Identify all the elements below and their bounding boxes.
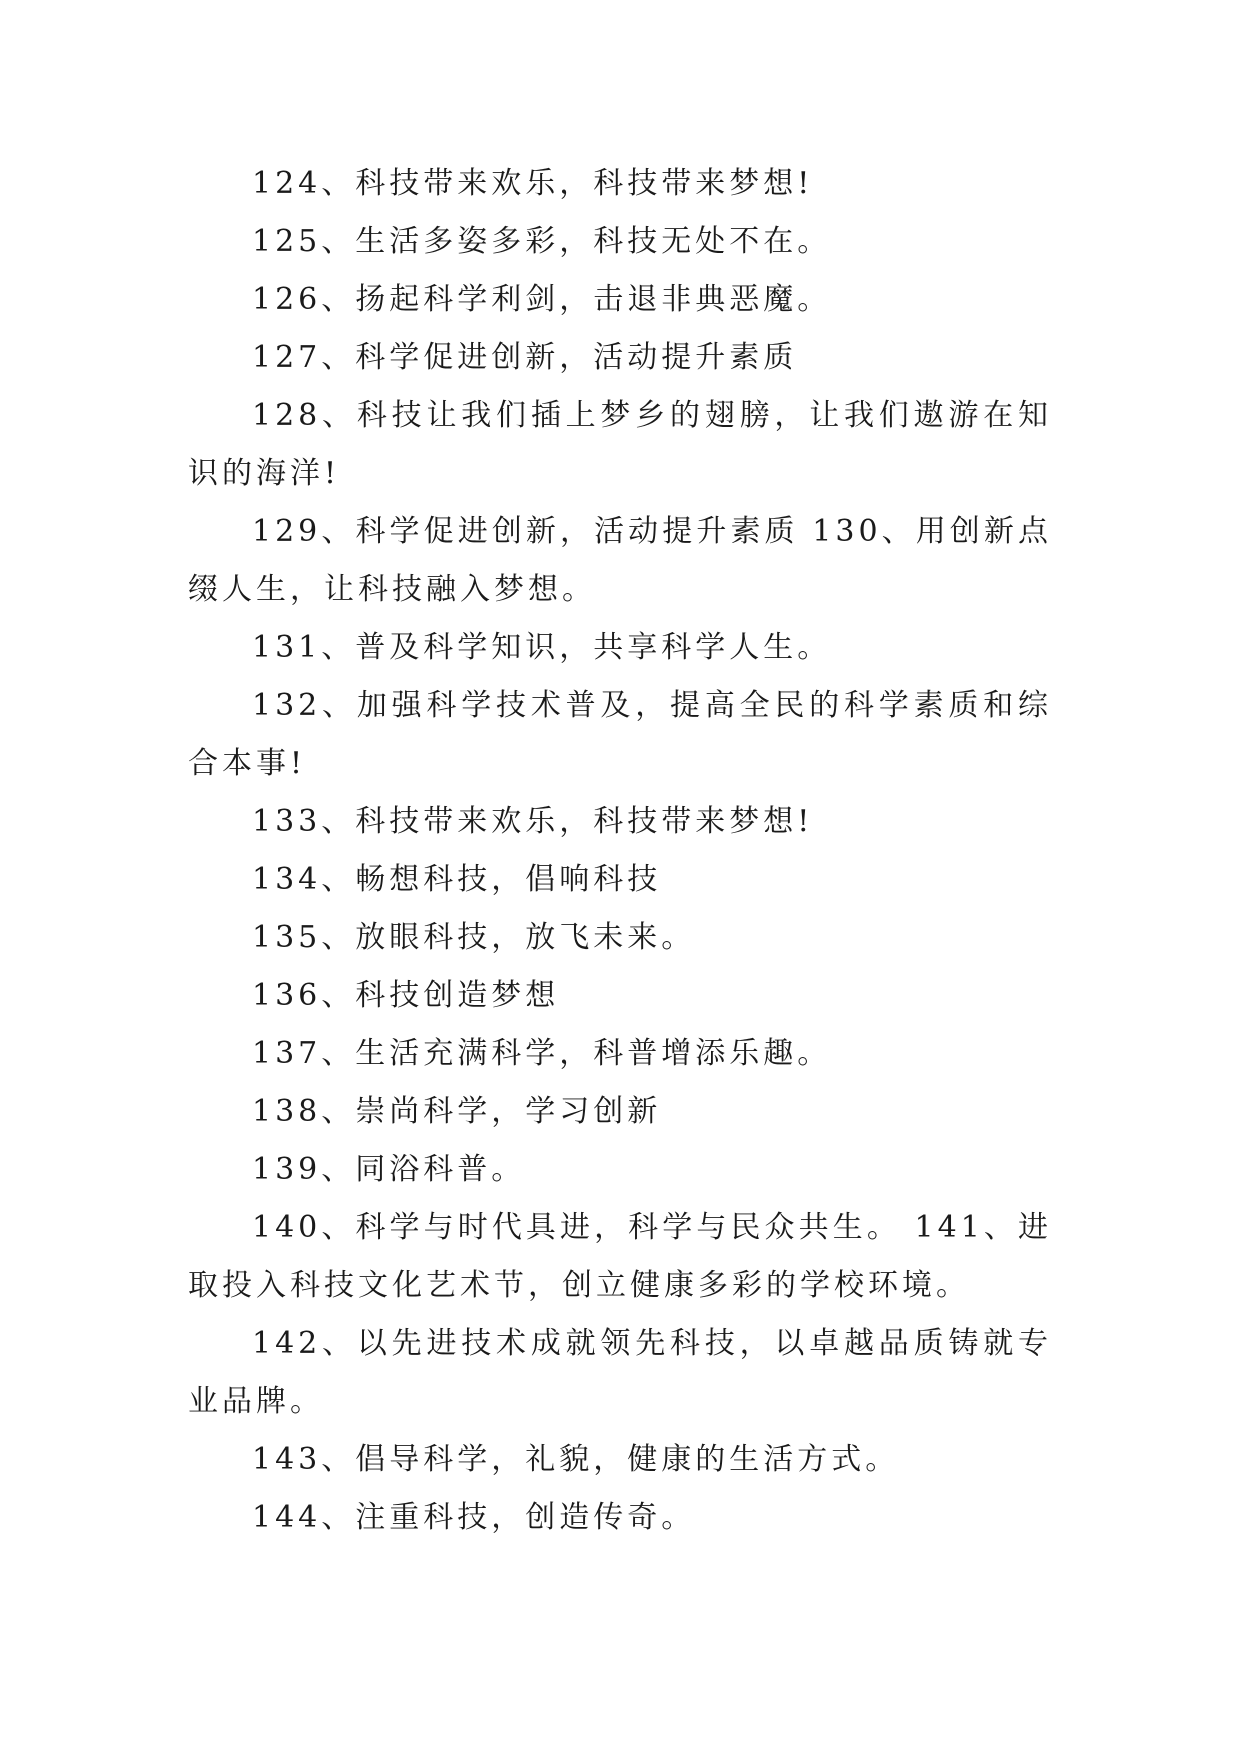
paragraph: 128、科技让我们插上梦乡的翅膀，让我们遨游在知识的海洋! xyxy=(188,398,1052,491)
paragraph: 139、同浴科普。 xyxy=(252,1152,526,1187)
paragraph: 135、放眼科技，放飞未来。 xyxy=(252,920,696,955)
paragraph: 129、科学促进创新，活动提升素质 130、用创新点缀人生，让科技融入梦想。 xyxy=(188,514,1052,607)
paragraph: 138、崇尚科学，学习创新 xyxy=(252,1094,662,1129)
paragraph: 143、倡导科学，礼貌，健康的生活方式。 xyxy=(252,1442,900,1477)
paragraph: 131、普及科学知识，共享科学人生。 xyxy=(252,630,832,665)
paragraph: 144、注重科技，创造传奇。 xyxy=(252,1500,696,1535)
paragraph: 124、科技带来欢乐，科技带来梦想! xyxy=(252,166,814,201)
document-body xyxy=(188,155,1052,1547)
paragraph: 127、科学促进创新，活动提升素质 xyxy=(252,340,798,375)
paragraph: 133、科技带来欢乐，科技带来梦想! xyxy=(252,804,814,839)
paragraph: 136、科技创造梦想 xyxy=(252,978,560,1013)
paragraph: 134、畅想科技，倡响科技 xyxy=(252,862,662,897)
paragraph: 140、科学与时代具进，科学与民众共生。 141、进取投入科技文化艺术节，创立健康多彩的学校环境。 xyxy=(188,1210,1052,1303)
paragraph: 137、生活充满科学，科普增添乐趣。 xyxy=(252,1036,832,1071)
paragraph: 132、加强科学技术普及，提高全民的科学素质和综合本事! xyxy=(188,688,1052,781)
paragraph: 142、以先进技术成就领先科技，以卓越品质铸就专业品牌。 xyxy=(188,1326,1052,1419)
paragraph: 125、生活多姿多彩，科技无处不在。 xyxy=(252,224,832,259)
paragraph: 126、扬起科学利剑，击退非典恶魔。 xyxy=(252,282,832,317)
